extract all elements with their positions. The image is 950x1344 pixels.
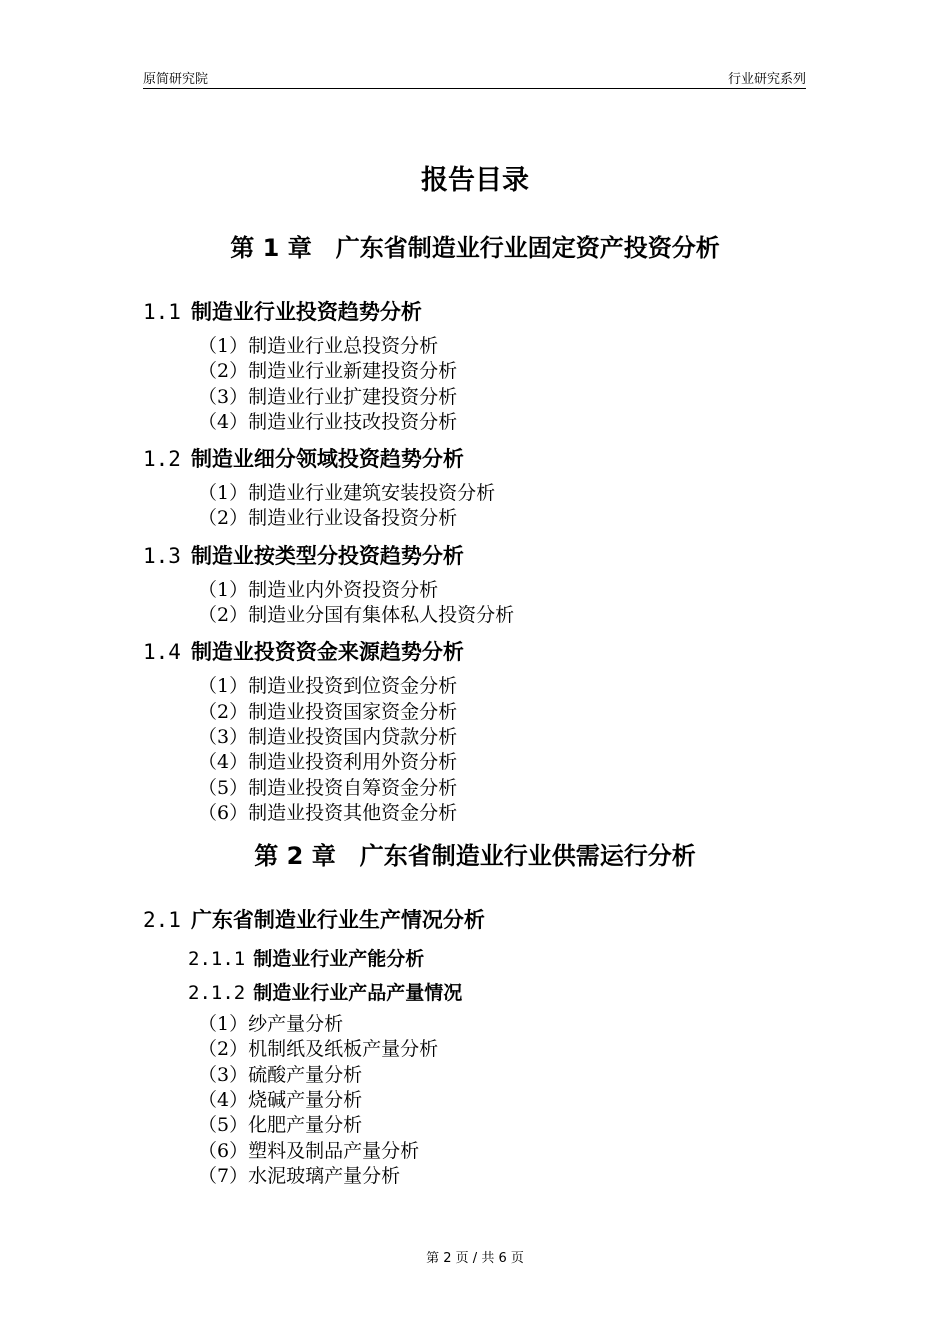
section-number: 1.3: [143, 543, 181, 568]
chapter-2-heading: 第 2 章 广东省制造业行业供需运行分析: [254, 842, 696, 871]
list-item: （5）化肥产量分析: [198, 1114, 363, 1137]
list-item: （6）塑料及制品产量分析: [198, 1139, 420, 1162]
list-item: （7）水泥玻璃产量分析: [198, 1164, 401, 1187]
list-item: （3）制造业行业扩建投资分析: [198, 385, 458, 408]
page-title: 报告目录: [421, 165, 529, 196]
subsection-2-1-1: [143, 942, 806, 976]
page-header: [143, 66, 806, 89]
list-item: （2）制造业行业设备投资分析: [198, 507, 458, 530]
list-item: （1）纱产量分析: [198, 1013, 344, 1036]
section-1-4: [143, 636, 806, 668]
section-1-3: [143, 540, 806, 572]
list-item: （1）制造业行业总投资分析: [198, 335, 439, 357]
list-item: （4）制造业投资利用外资分析: [198, 751, 458, 774]
page-number-footer: 第 2 页 / 共 6 页: [426, 1251, 524, 1266]
section-number: 1.1: [143, 300, 181, 324]
list-item: （1）制造业内外资投资分析: [198, 578, 439, 601]
subsection-title: 制造业行业产品产量情况: [253, 982, 463, 1005]
list-item: （4）制造业行业技改投资分析: [198, 410, 458, 433]
section-title: 制造业细分领域投资趋势分析: [190, 447, 464, 472]
section-1-1-items: [143, 334, 806, 435]
section-2-1: [143, 904, 806, 936]
section-1-1: [143, 296, 806, 328]
section-1-2-items: [143, 481, 806, 532]
list-item: （6）制造业投资其他资金分析: [198, 801, 458, 824]
section-number: 1.4: [143, 640, 181, 665]
list-item: （1）制造业行业建筑安装投资分析: [198, 482, 496, 505]
section-1-2: [143, 443, 806, 475]
list-item: （4）烧碱产量分析: [198, 1089, 363, 1112]
section-title: 广东省制造业行业生产情况分析: [190, 908, 485, 933]
chapter-1-heading: 第 1 章 广东省制造业行业固定资产投资分析: [230, 234, 720, 262]
subsection-number: 2.1.1: [188, 948, 246, 971]
section-title: 制造业行业投资趋势分析: [190, 300, 422, 324]
section-number: 2.1: [143, 908, 181, 933]
section-1-3-items: [143, 578, 806, 629]
subsection-2-1-2-items: [143, 1012, 806, 1189]
list-item: （2）制造业行业新建投资分析: [198, 360, 458, 383]
section-number: 1.2: [143, 447, 181, 472]
list-item: （2）机制纸及纸板产量分析: [198, 1038, 439, 1061]
list-item: （2）制造业投资国家资金分析: [198, 700, 458, 723]
section-title: 制造业按类型分投资趋势分析: [190, 543, 464, 568]
header-series: 行业研究系列: [727, 72, 806, 87]
subsection-2-1-2: [143, 976, 806, 1010]
subsection-title: 制造业行业产能分析: [253, 948, 425, 971]
section-title: 制造业投资资金来源趋势分析: [190, 640, 464, 665]
list-item: （1）制造业投资到位资金分析: [198, 675, 458, 698]
section-1-4-items: [143, 674, 806, 826]
toc-content: [143, 226, 806, 1197]
header-publisher: 原简研究院: [143, 72, 209, 87]
subsection-number: 2.1.2: [188, 982, 246, 1005]
list-item: （5）制造业投资自筹资金分析: [198, 776, 458, 799]
list-item: （3）硫酸产量分析: [198, 1063, 363, 1086]
list-item: （3）制造业投资国内贷款分析: [198, 725, 458, 748]
list-item: （2）制造业分国有集体私人投资分析: [198, 604, 515, 627]
